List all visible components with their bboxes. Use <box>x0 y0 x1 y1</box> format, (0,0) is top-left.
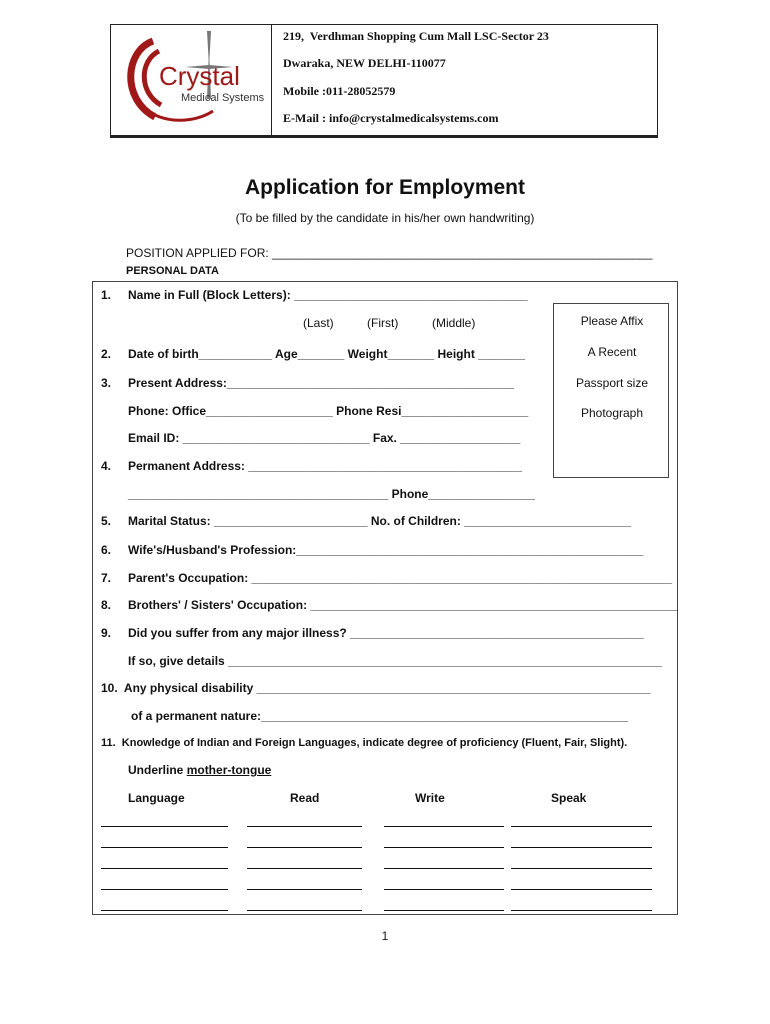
photo-text-line: A Recent <box>587 345 637 359</box>
mother-tongue-note <box>128 763 271 777</box>
language-blank-cell[interactable] <box>247 868 362 869</box>
language-blank-cell[interactable] <box>384 868 504 869</box>
dob-age-weight-height-field[interactable]: Date of birth___________ Age_______ Weight_______ Height _______ <box>128 347 525 361</box>
name-part-last: (Last) <box>303 316 334 330</box>
language-blank-cell[interactable] <box>384 889 504 890</box>
photo-text-line: Passport size <box>575 376 649 390</box>
language-blank-cell[interactable] <box>384 910 504 911</box>
present-address-field[interactable]: Present Address:___________________________________________ <box>128 376 514 390</box>
field-number: 8. <box>101 598 112 612</box>
photo-box <box>553 303 669 478</box>
marital-status-field[interactable]: Marital Status: _______________________ No. of Children: _________________________ <box>128 514 632 528</box>
position-applied-field[interactable]: POSITION APPLIED FOR: _________________________________________________________ <box>126 246 653 260</box>
lang-header-speak: Speak <box>551 791 587 805</box>
field-number: 4. <box>101 459 112 473</box>
letterhead <box>110 24 658 138</box>
photo-text-line: Please Affix <box>580 314 644 328</box>
language-blank-cell[interactable] <box>511 847 652 848</box>
language-blank-cell[interactable] <box>247 910 362 911</box>
language-blank-cell[interactable] <box>101 868 228 869</box>
field-number: 1. <box>101 288 112 302</box>
siblings-occupation-field[interactable]: Brothers' / Sisters' Occupation: _______________________________________________________ <box>128 598 678 612</box>
header-divider <box>271 25 272 137</box>
email-fax-field[interactable]: Email ID: ____________________________ Fax. __________________ <box>128 431 521 445</box>
header-address-line2: Dwaraka, NEW DELHI-110077 <box>283 56 446 70</box>
language-blank-cell[interactable] <box>384 826 504 827</box>
permanent-address-field[interactable]: Permanent Address: _________________________________________ <box>128 459 522 473</box>
photo-text-line: Photograph <box>580 406 644 420</box>
language-blank-cell[interactable] <box>101 826 228 827</box>
language-blank-cell[interactable] <box>511 889 652 890</box>
language-blank-cell[interactable] <box>511 910 652 911</box>
logo-wordmark: Crystal <box>159 61 240 91</box>
disability-nature-field[interactable]: of a permanent nature:_______________________________________________________ <box>131 709 629 723</box>
language-blank-cell[interactable] <box>247 826 362 827</box>
page-subtitle: (To be filled by the candidate in his/her own handwriting) <box>235 211 535 225</box>
header-mobile: Mobile :011-28052579 <box>283 84 396 98</box>
phone-field[interactable]: Phone: Office___________________ Phone Resi___________________ <box>128 404 529 418</box>
illness-details-field[interactable]: If so, give details _________________________________________________________________ <box>128 654 662 668</box>
spouse-profession-field[interactable]: Wife's/Husband's Profession:____________________________________________________ <box>128 543 644 557</box>
lang-header-read: Read <box>290 791 320 805</box>
page-title: Application for Employment <box>244 176 525 199</box>
field-number: 2. <box>101 347 112 361</box>
lang-header-language: Language <box>128 791 185 805</box>
parents-occupation-field[interactable]: Parent's Occupation: _______________________________________________________________ <box>128 571 672 585</box>
field-number: 6. <box>101 543 112 557</box>
languages-instruction: 11. Knowledge of Indian and Foreign Languages, indicate degree of proficiency (Fluent, Fair, Slight). <box>101 737 628 749</box>
name-part-first: (First) <box>367 316 399 330</box>
full-name-field[interactable]: Name in Full (Block Letters): ___________________________________ <box>128 288 528 302</box>
field-number: 5. <box>101 514 112 528</box>
language-blank-cell[interactable] <box>247 889 362 890</box>
page-number: 1 <box>381 929 389 943</box>
section-personal-data: PERSONAL DATA <box>126 265 219 277</box>
name-part-middle: (Middle) <box>432 316 476 330</box>
major-illness-field[interactable]: Did you suffer from any major illness? ____________________________________________ <box>128 626 644 640</box>
header-address-line1: 219, Verdhman Shopping Cum Mall LSC-Sector 23 <box>283 29 549 43</box>
permanent-address-phone-field[interactable]: _______________________________________ Phone________________ <box>128 487 536 501</box>
field-number: 7. <box>101 571 112 585</box>
language-blank-cell[interactable] <box>101 847 228 848</box>
field-number: 3. <box>101 376 112 390</box>
language-blank-cell[interactable] <box>101 889 228 890</box>
logo-tagline: Medical Systems <box>181 92 265 104</box>
language-blank-cell[interactable] <box>247 847 362 848</box>
language-blank-cell[interactable] <box>384 847 504 848</box>
header-email: E-Mail : info@crystalmedicalsystems.com <box>283 111 499 125</box>
underline-label: Underline <box>128 763 187 777</box>
lang-header-write: Write <box>415 791 445 805</box>
mother-tongue-word: mother-tongue <box>186 763 272 777</box>
physical-disability-field[interactable]: 10. Any physical disability ___________________________________________________________ <box>101 681 651 695</box>
company-logo <box>115 29 269 133</box>
language-blank-cell[interactable] <box>511 868 652 869</box>
language-blank-cell[interactable] <box>101 910 228 911</box>
language-blank-cell[interactable] <box>511 826 652 827</box>
field-number: 9. <box>101 626 112 640</box>
